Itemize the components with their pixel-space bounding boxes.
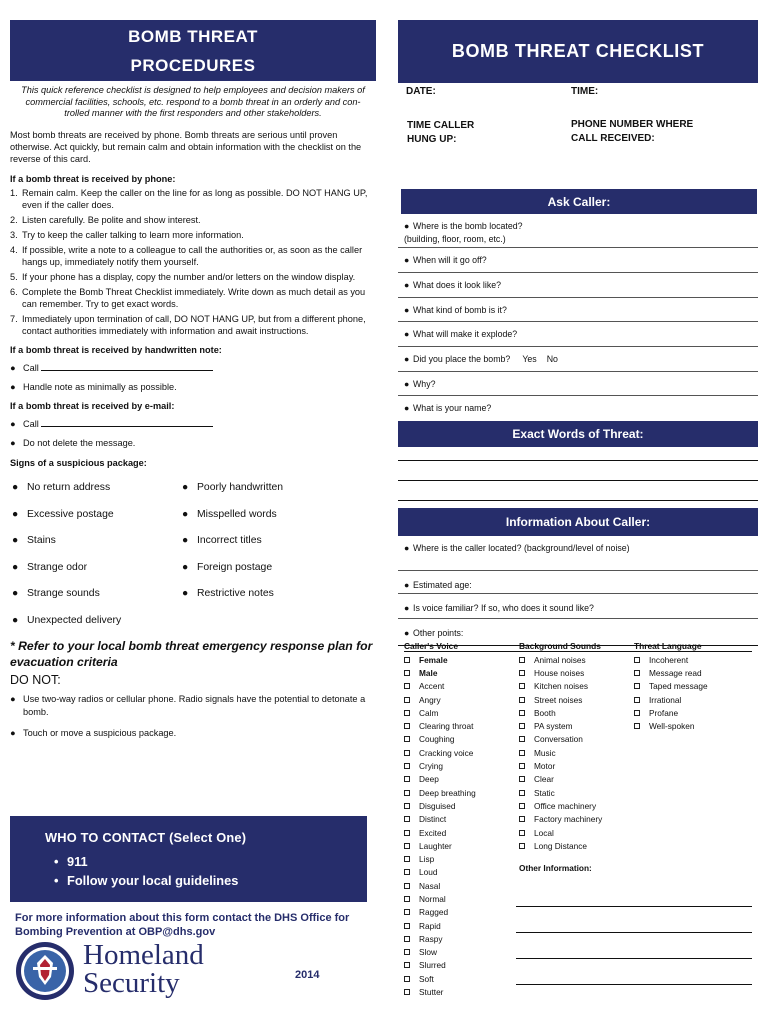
checkbox-icon[interactable] <box>634 670 640 676</box>
checkbox-icon[interactable] <box>404 843 410 849</box>
checkbox-label: Slow <box>419 947 437 958</box>
checkbox-item[interactable] <box>404 919 476 932</box>
checkbox-label: Normal <box>419 893 446 904</box>
checkbox-icon[interactable] <box>404 830 410 836</box>
checkbox-icon[interactable] <box>634 657 640 663</box>
checkbox-item[interactable] <box>519 786 602 799</box>
checkbox-icon[interactable] <box>404 697 410 703</box>
checkbox-icon[interactable] <box>404 936 410 942</box>
callers-voice-column <box>404 641 476 999</box>
phone-step: 6. Complete the Bomb Threat Checklist immediately. Write down as much detail as you can remember. Try to get exact words. <box>10 287 366 310</box>
checkbox-icon[interactable] <box>634 710 640 716</box>
checkbox-label: PA system <box>534 721 573 732</box>
checkbox-label: Laughter <box>419 840 452 851</box>
checkbox-label: Cracking voice <box>419 747 474 758</box>
checkbox-label: Street noises <box>534 694 583 705</box>
background-sounds-heading: Background Sounds <box>519 641 601 651</box>
question-row: ● When will it go off? <box>398 248 758 273</box>
checkbox-item[interactable] <box>404 653 476 666</box>
checkbox-item[interactable] <box>404 693 476 706</box>
phone-step: 1. Remain calm. Keep the caller on the line for as long as possible. DO NOT HANG UP, even if the caller does. <box>10 188 368 211</box>
who-title: WHO TO CONTACT (Select One) <box>45 830 247 845</box>
checkbox-item[interactable] <box>519 680 602 693</box>
checkbox-label: Incoherent <box>649 654 689 665</box>
checkbox-icon[interactable] <box>519 657 525 663</box>
callers-voice-heading: Caller's Voice <box>404 641 458 651</box>
phone-steps <box>10 187 376 337</box>
checkbox-icon[interactable] <box>404 723 410 729</box>
checkbox-item[interactable] <box>404 985 476 998</box>
exact-words-header: Exact Words of Threat: <box>398 421 758 447</box>
checkbox-item[interactable] <box>519 706 602 719</box>
checkbox-label: Loud <box>419 867 438 878</box>
checkbox-label: Coughing <box>419 734 455 745</box>
checkbox-item[interactable] <box>404 879 476 892</box>
checkbox-icon[interactable] <box>519 670 525 676</box>
phone-step: 4. If possible, write a note to a colleague to call the authorities or, as soon as the caller hangs up, immediately notify them yourself. <box>10 245 363 268</box>
checkbox-label: Clear <box>534 774 554 785</box>
background-sounds-column <box>519 641 602 873</box>
year-label: 2014 <box>295 969 320 981</box>
checkbox-icon[interactable] <box>519 790 525 796</box>
checkbox-icon[interactable] <box>404 816 410 822</box>
phone-heading: If a bomb threat is received by phone: <box>10 174 176 185</box>
checkbox-item[interactable] <box>519 799 602 812</box>
checkbox-item[interactable] <box>404 786 476 799</box>
checklist-column <box>398 20 758 646</box>
checkbox-icon[interactable] <box>519 803 525 809</box>
other-info-line[interactable] <box>516 984 752 985</box>
checkbox-item[interactable] <box>519 693 602 706</box>
checkbox-icon[interactable] <box>404 790 410 796</box>
checkbox-label: Taped message <box>649 681 708 692</box>
checkbox-item[interactable] <box>404 746 476 759</box>
checkbox-icon[interactable] <box>519 736 525 742</box>
suspicious-item: ● Foreign postage <box>182 561 273 573</box>
checkbox-label: Deep breathing <box>419 787 476 798</box>
suspicious-list <box>12 482 376 626</box>
note-heading: If a bomb threat is received by handwritten note: <box>10 345 222 356</box>
phone-step: 7. Immediately upon termination of call, DO NOT HANG UP, but from a different phone, contact authorities immediately with information and await instructions. <box>10 314 366 337</box>
checkbox-icon[interactable] <box>404 683 410 689</box>
threat-language-column <box>634 641 708 733</box>
checkbox-item[interactable] <box>404 813 476 826</box>
donot-item: ● Use two-way radios or cellular phone. Radio signals have the potential to detonate a bomb. <box>10 693 366 717</box>
checkbox-icon[interactable] <box>404 883 410 889</box>
checkbox-icon[interactable] <box>519 776 525 782</box>
info-question-row: ● Is voice familiar? If so, who does it sound like? <box>398 594 758 619</box>
checkbox-icon[interactable] <box>404 750 410 756</box>
checkbox-item[interactable] <box>404 733 476 746</box>
checkbox-item[interactable] <box>404 972 476 985</box>
checkbox-item[interactable] <box>634 653 708 666</box>
checkbox-item[interactable] <box>404 906 476 919</box>
checkbox-item[interactable] <box>634 666 708 679</box>
date-label: DATE: <box>406 86 436 97</box>
time-label: TIME: <box>571 86 599 97</box>
checkbox-label: Rapid <box>419 920 441 931</box>
email-heading: If a bomb threat is received by e-mail: <box>10 401 175 412</box>
checkbox-item[interactable] <box>519 666 602 679</box>
info-question-row: ● Where is the caller located? (background/level of noise) <box>398 536 758 571</box>
checkbox-icon[interactable] <box>634 723 640 729</box>
checkbox-item[interactable] <box>404 706 476 719</box>
checkbox-icon[interactable] <box>404 989 410 995</box>
checkbox-label: Long Distance <box>534 840 588 851</box>
checkbox-label: House noises <box>534 667 585 678</box>
checkbox-icon[interactable] <box>404 763 410 769</box>
checkbox-icon[interactable] <box>404 803 410 809</box>
suspicious-item: ● Excessive postage <box>12 508 114 520</box>
checkbox-label: Female <box>419 654 448 665</box>
checkbox-label: Irrational <box>649 694 682 705</box>
donot-item: ● Touch or move a suspicious package. <box>10 727 177 738</box>
checkbox-item[interactable] <box>404 839 476 852</box>
question-row: ● What does it look like? <box>398 273 758 298</box>
checkbox-item[interactable] <box>519 746 602 759</box>
phone-step: 3. Try to keep the caller talking to learn more information. <box>10 230 244 241</box>
checkbox-item[interactable] <box>519 759 602 772</box>
checkbox-icon[interactable] <box>519 843 525 849</box>
checkbox-item[interactable] <box>519 839 602 852</box>
phone-step: 5. If your phone has a display, copy the number and/or letters on the window display. <box>10 272 356 283</box>
checkbox-icon[interactable] <box>404 923 410 929</box>
procedures-header <box>10 20 376 81</box>
checkbox-item[interactable] <box>404 959 476 972</box>
suspicious-item: ● Restrictive notes <box>182 588 274 600</box>
info-caller-questions <box>398 536 758 646</box>
checkbox-label: Factory machinery <box>534 814 603 825</box>
note-call-line: ● Call <box>10 363 376 373</box>
question-row: ● Where is the bomb located? (building, floor, room, etc.) <box>398 217 758 248</box>
checkbox-item[interactable] <box>634 693 708 706</box>
checkbox-icon[interactable] <box>404 657 410 663</box>
checkbox-icon[interactable] <box>404 896 410 902</box>
checkbox-icon[interactable] <box>519 683 525 689</box>
checkbox-label: Stutter <box>419 987 444 998</box>
checkbox-icon[interactable] <box>634 683 640 689</box>
suspicious-item: ● No return address <box>12 482 111 494</box>
ask-caller-questions <box>398 217 758 420</box>
suspicious-item: ● Strange sounds <box>12 588 100 600</box>
checklist-meta <box>398 83 758 189</box>
checkbox-label: Crying <box>419 761 443 772</box>
dhs-seal-icon <box>15 941 75 1001</box>
checkbox-label: Deep <box>419 774 439 785</box>
info-question-row: ● Estimated age: <box>398 571 758 594</box>
intro-text: This quick reference checklist is designed to help employees and decision makers of commercial facilities, schools, etc. respond to a bomb threat in an orderly and con-trolled manner with the first responders and other stakeholders. <box>21 85 365 118</box>
checkbox-icon[interactable] <box>404 736 410 742</box>
procedures-column <box>10 20 376 738</box>
checkbox-item[interactable] <box>404 892 476 905</box>
info-caller-header: Information About Caller: <box>398 508 758 536</box>
checkbox-label: Disguised <box>419 800 456 811</box>
checkbox-label: Conversation <box>534 734 583 745</box>
columns-divider <box>404 651 752 652</box>
checkbox-label: Lisp <box>419 854 435 865</box>
checkbox-label: Distinct <box>419 814 447 825</box>
ask-caller-header: Ask Caller: <box>401 189 757 214</box>
who-to-contact-box <box>10 816 367 902</box>
suspicious-item: ● Unexpected delivery <box>12 614 122 626</box>
checkbox-item[interactable] <box>519 733 602 746</box>
checkbox-item[interactable] <box>634 680 708 693</box>
checkbox-label: Local <box>534 827 554 838</box>
checkbox-item[interactable] <box>404 852 476 865</box>
background-checkboxes <box>519 653 602 852</box>
homeland-security-logo: Homeland Security <box>83 939 204 999</box>
checkbox-label: Kitchen noises <box>534 681 588 692</box>
intro-paragraph: Most bomb threats are received by phone. Bomb threats are serious until proven otherwise. Act quickly, but remain calm and obtain information with the checklist on the reverse of this card. <box>10 129 362 165</box>
checkbox-label: Clearing throat <box>419 721 474 732</box>
checkbox-icon[interactable] <box>519 763 525 769</box>
checkbox-item[interactable] <box>404 799 476 812</box>
checkbox-label: Animal noises <box>534 654 586 665</box>
other-info-label: Other Information: <box>519 863 592 874</box>
checkbox-label: Nasal <box>419 880 441 891</box>
threat-language-heading: Threat Language <box>634 641 702 651</box>
call-blank[interactable] <box>41 363 213 371</box>
checkbox-icon[interactable] <box>404 776 410 782</box>
suspicious-item: ● Poorly handwritten <box>182 482 284 494</box>
checkbox-item[interactable] <box>519 719 602 732</box>
checkbox-item[interactable] <box>519 813 602 826</box>
checkbox-label: Motor <box>534 761 556 772</box>
checkbox-label: Excited <box>419 827 447 838</box>
suspicious-heading: Signs of a suspicious package: <box>10 458 147 469</box>
checkbox-label: Raspy <box>419 933 443 944</box>
checklist-header: BOMB THREAT CHECKLIST <box>398 20 758 83</box>
checkbox-item[interactable] <box>634 706 708 719</box>
checkbox-icon[interactable] <box>404 909 410 915</box>
checkbox-label: Office machinery <box>534 800 597 811</box>
suspicious-item: ● Stains <box>12 535 56 547</box>
checkbox-label: Soft <box>419 973 434 984</box>
checkbox-item[interactable] <box>519 653 602 666</box>
suspicious-item: ● Strange odor <box>12 561 88 573</box>
checkbox-item[interactable] <box>404 866 476 879</box>
checkbox-icon[interactable] <box>519 816 525 822</box>
checkbox-item[interactable] <box>404 773 476 786</box>
language-checkboxes <box>634 653 708 733</box>
phone-number-label: PHONE NUMBER WHERE CALL RECEIVED: <box>571 119 694 144</box>
other-info-line[interactable] <box>516 932 752 933</box>
checkbox-label: Profane <box>649 707 679 718</box>
other-info-line[interactable] <box>516 958 752 959</box>
checkbox-icon[interactable] <box>519 723 525 729</box>
more-info-text: For more information about this form contact the DHS Office for Bombing Prevention at OBP@dhs.gov <box>15 912 350 938</box>
checkbox-item[interactable] <box>404 932 476 945</box>
checkbox-label: Slurred <box>419 960 446 971</box>
checkbox-label: Booth <box>534 707 556 718</box>
other-info-line[interactable] <box>516 906 752 907</box>
voice-checkboxes <box>404 653 476 999</box>
checkbox-item[interactable] <box>404 826 476 839</box>
checkbox-icon[interactable] <box>404 976 410 982</box>
checkbox-label: Angry <box>419 694 441 705</box>
checkbox-icon[interactable] <box>519 830 525 836</box>
checkbox-item[interactable] <box>404 946 476 959</box>
question-row: ● Why? <box>398 372 758 396</box>
email-call-line: ● Call <box>10 419 376 429</box>
checkbox-icon[interactable] <box>404 856 410 862</box>
checkbox-item[interactable] <box>634 719 708 732</box>
suspicious-item: ● Misspelled words <box>182 508 277 520</box>
checkbox-label: Male <box>419 667 438 678</box>
procedures-title-line2: PROCEDURES <box>130 55 256 75</box>
checkbox-label: Static <box>534 787 555 798</box>
checkbox-item[interactable] <box>404 680 476 693</box>
checkbox-icon[interactable] <box>404 949 410 955</box>
note-handle: ● Handle note as minimally as possible. <box>10 382 177 393</box>
donot-heading: DO NOT: <box>10 672 61 687</box>
checkbox-icon[interactable] <box>404 869 410 875</box>
procedures-title-line1: BOMB THREAT <box>128 26 258 46</box>
question-row: ● What kind of bomb is it? <box>398 298 758 322</box>
checkbox-item[interactable] <box>519 773 602 786</box>
checkbox-icon[interactable] <box>519 697 525 703</box>
who-item: • 911 <box>54 854 88 869</box>
refer-note: * Refer to your local bomb threat emergency response plan for evacuation criteria <box>10 638 373 669</box>
checkbox-label: Well-spoken <box>649 721 695 732</box>
checkbox-label: Accent <box>419 681 445 692</box>
checkbox-icon[interactable] <box>519 710 525 716</box>
who-item: • Follow your local guidelines <box>54 873 239 888</box>
checkbox-label: Ragged <box>419 907 449 918</box>
checkbox-icon[interactable] <box>404 962 410 968</box>
call-blank[interactable] <box>41 419 213 427</box>
exact-words-lines[interactable] <box>398 447 758 501</box>
checkbox-label: Message read <box>649 667 702 678</box>
time-caller-hung-up-label: TIME CALLER HUNG UP: <box>407 120 475 145</box>
checkbox-icon[interactable] <box>404 670 410 676</box>
checkbox-item[interactable] <box>404 719 476 732</box>
checkbox-item[interactable] <box>519 826 602 839</box>
checkbox-item[interactable] <box>404 666 476 679</box>
question-row: ● Did you place the bomb? Yes No <box>398 347 758 372</box>
checkbox-icon[interactable] <box>519 750 525 756</box>
question-row: ● What is your name? <box>404 403 492 413</box>
suspicious-item: ● Incorrect titles <box>182 535 262 547</box>
email-delete: ● Do not delete the message. <box>10 438 136 449</box>
checkbox-label: Calm <box>419 707 439 718</box>
question-row: ● What will make it explode? <box>398 322 758 347</box>
checkbox-label: Music <box>534 747 556 758</box>
phone-step: 2. Listen carefully. Be polite and show interest. <box>10 215 201 226</box>
checkbox-item[interactable] <box>404 759 476 772</box>
checkbox-icon[interactable] <box>404 710 410 716</box>
checkbox-icon[interactable] <box>634 697 640 703</box>
info-question-row: ● Other points: <box>398 619 758 646</box>
